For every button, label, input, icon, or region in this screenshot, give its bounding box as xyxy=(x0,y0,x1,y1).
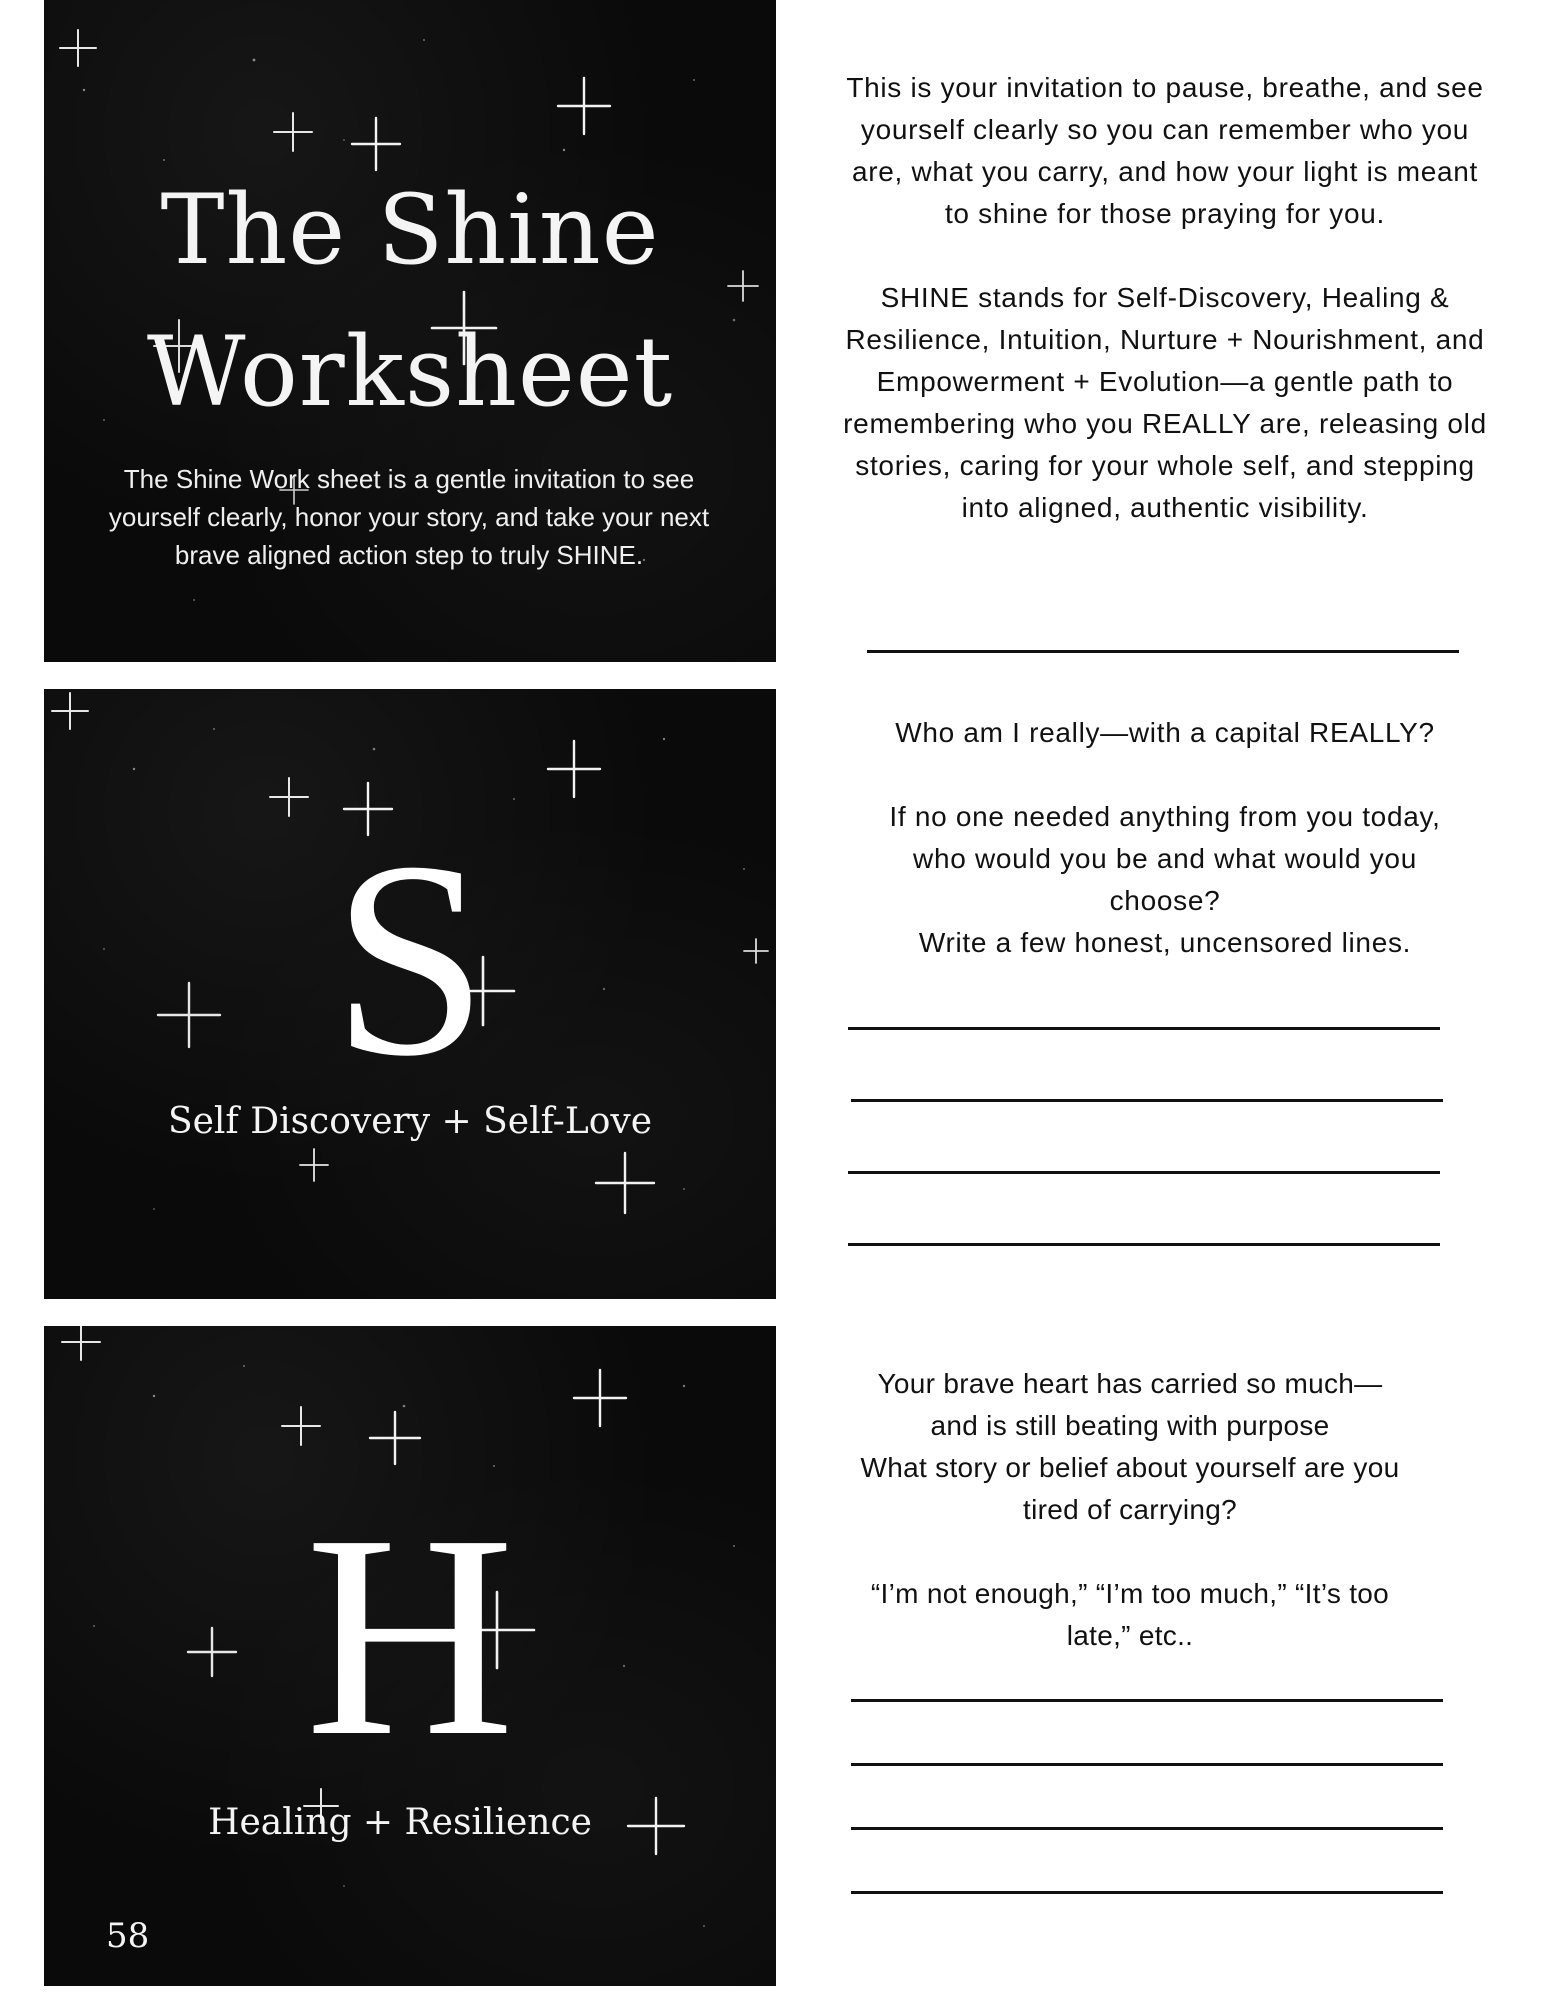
intro-paragraphs xyxy=(840,67,1490,529)
s-prompt: If no one needed anything from you today, who would you be and what would you choose? xyxy=(889,801,1441,916)
worksheet-description: The Shine Work sheet is a gentle invitation to see yourself clearly, honor your story, and take your next brave aligned action step to truly SHINE. xyxy=(108,464,710,570)
s-prompt-text xyxy=(845,712,1485,964)
worksheet-title-line1: The Shine xyxy=(160,174,660,286)
h-panel xyxy=(44,1326,776,1986)
intro-paragraph-1: This is your invitation to pause, breathe, and see yourself clearly so you can remember who you are, what you carry, and how your light is meant to shine for those praying for you. xyxy=(846,72,1484,229)
writing-line[interactable] xyxy=(848,1243,1440,1246)
s-letter: S xyxy=(332,803,488,1114)
h-prompt-line-3: What story or belief about yourself are you tired of carrying? xyxy=(860,1452,1400,1525)
writing-line[interactable] xyxy=(851,1827,1443,1830)
h-prompt-text xyxy=(830,1363,1430,1657)
h-subtitle: Healing + Resilience xyxy=(208,1802,592,1843)
intro-paragraph-2: SHINE stands for Self-Discovery, Healing & Resilience, Intuition, Nurture + Nourishment, and Empowerment + Evolution—a gentle path to remembering who you REALLY are, releasing old stories, caring for your whole self, and stepping into aligned, authentic visibility. xyxy=(843,282,1487,523)
writing-line[interactable] xyxy=(851,1891,1443,1894)
worksheet-title-line2: Worksheet xyxy=(146,316,674,428)
h-prompt-line-1: Your brave heart has carried so much— xyxy=(877,1368,1383,1399)
s-panel xyxy=(44,689,776,1299)
divider-line xyxy=(867,650,1459,653)
h-examples: “I’m not enough,” “I’m too much,” “It’s too late,” etc.. xyxy=(870,1578,1390,1651)
s-subtitle: Self Discovery + Self-Love xyxy=(167,1101,653,1142)
writing-line[interactable] xyxy=(851,1763,1443,1766)
page-number: 58 xyxy=(106,1916,150,1956)
s-instruction: Write a few honest, uncensored lines. xyxy=(918,927,1412,958)
writing-line[interactable] xyxy=(848,1171,1440,1174)
s-question: Who am I really—with a capital REALLY? xyxy=(895,717,1435,748)
writing-line[interactable] xyxy=(848,1027,1440,1030)
h-letter: H xyxy=(305,1475,515,1796)
writing-line[interactable] xyxy=(851,1699,1443,1702)
intro-panel xyxy=(44,0,776,662)
writing-line[interactable] xyxy=(851,1099,1443,1102)
h-prompt-line-2: and is still beating with purpose xyxy=(930,1410,1330,1441)
